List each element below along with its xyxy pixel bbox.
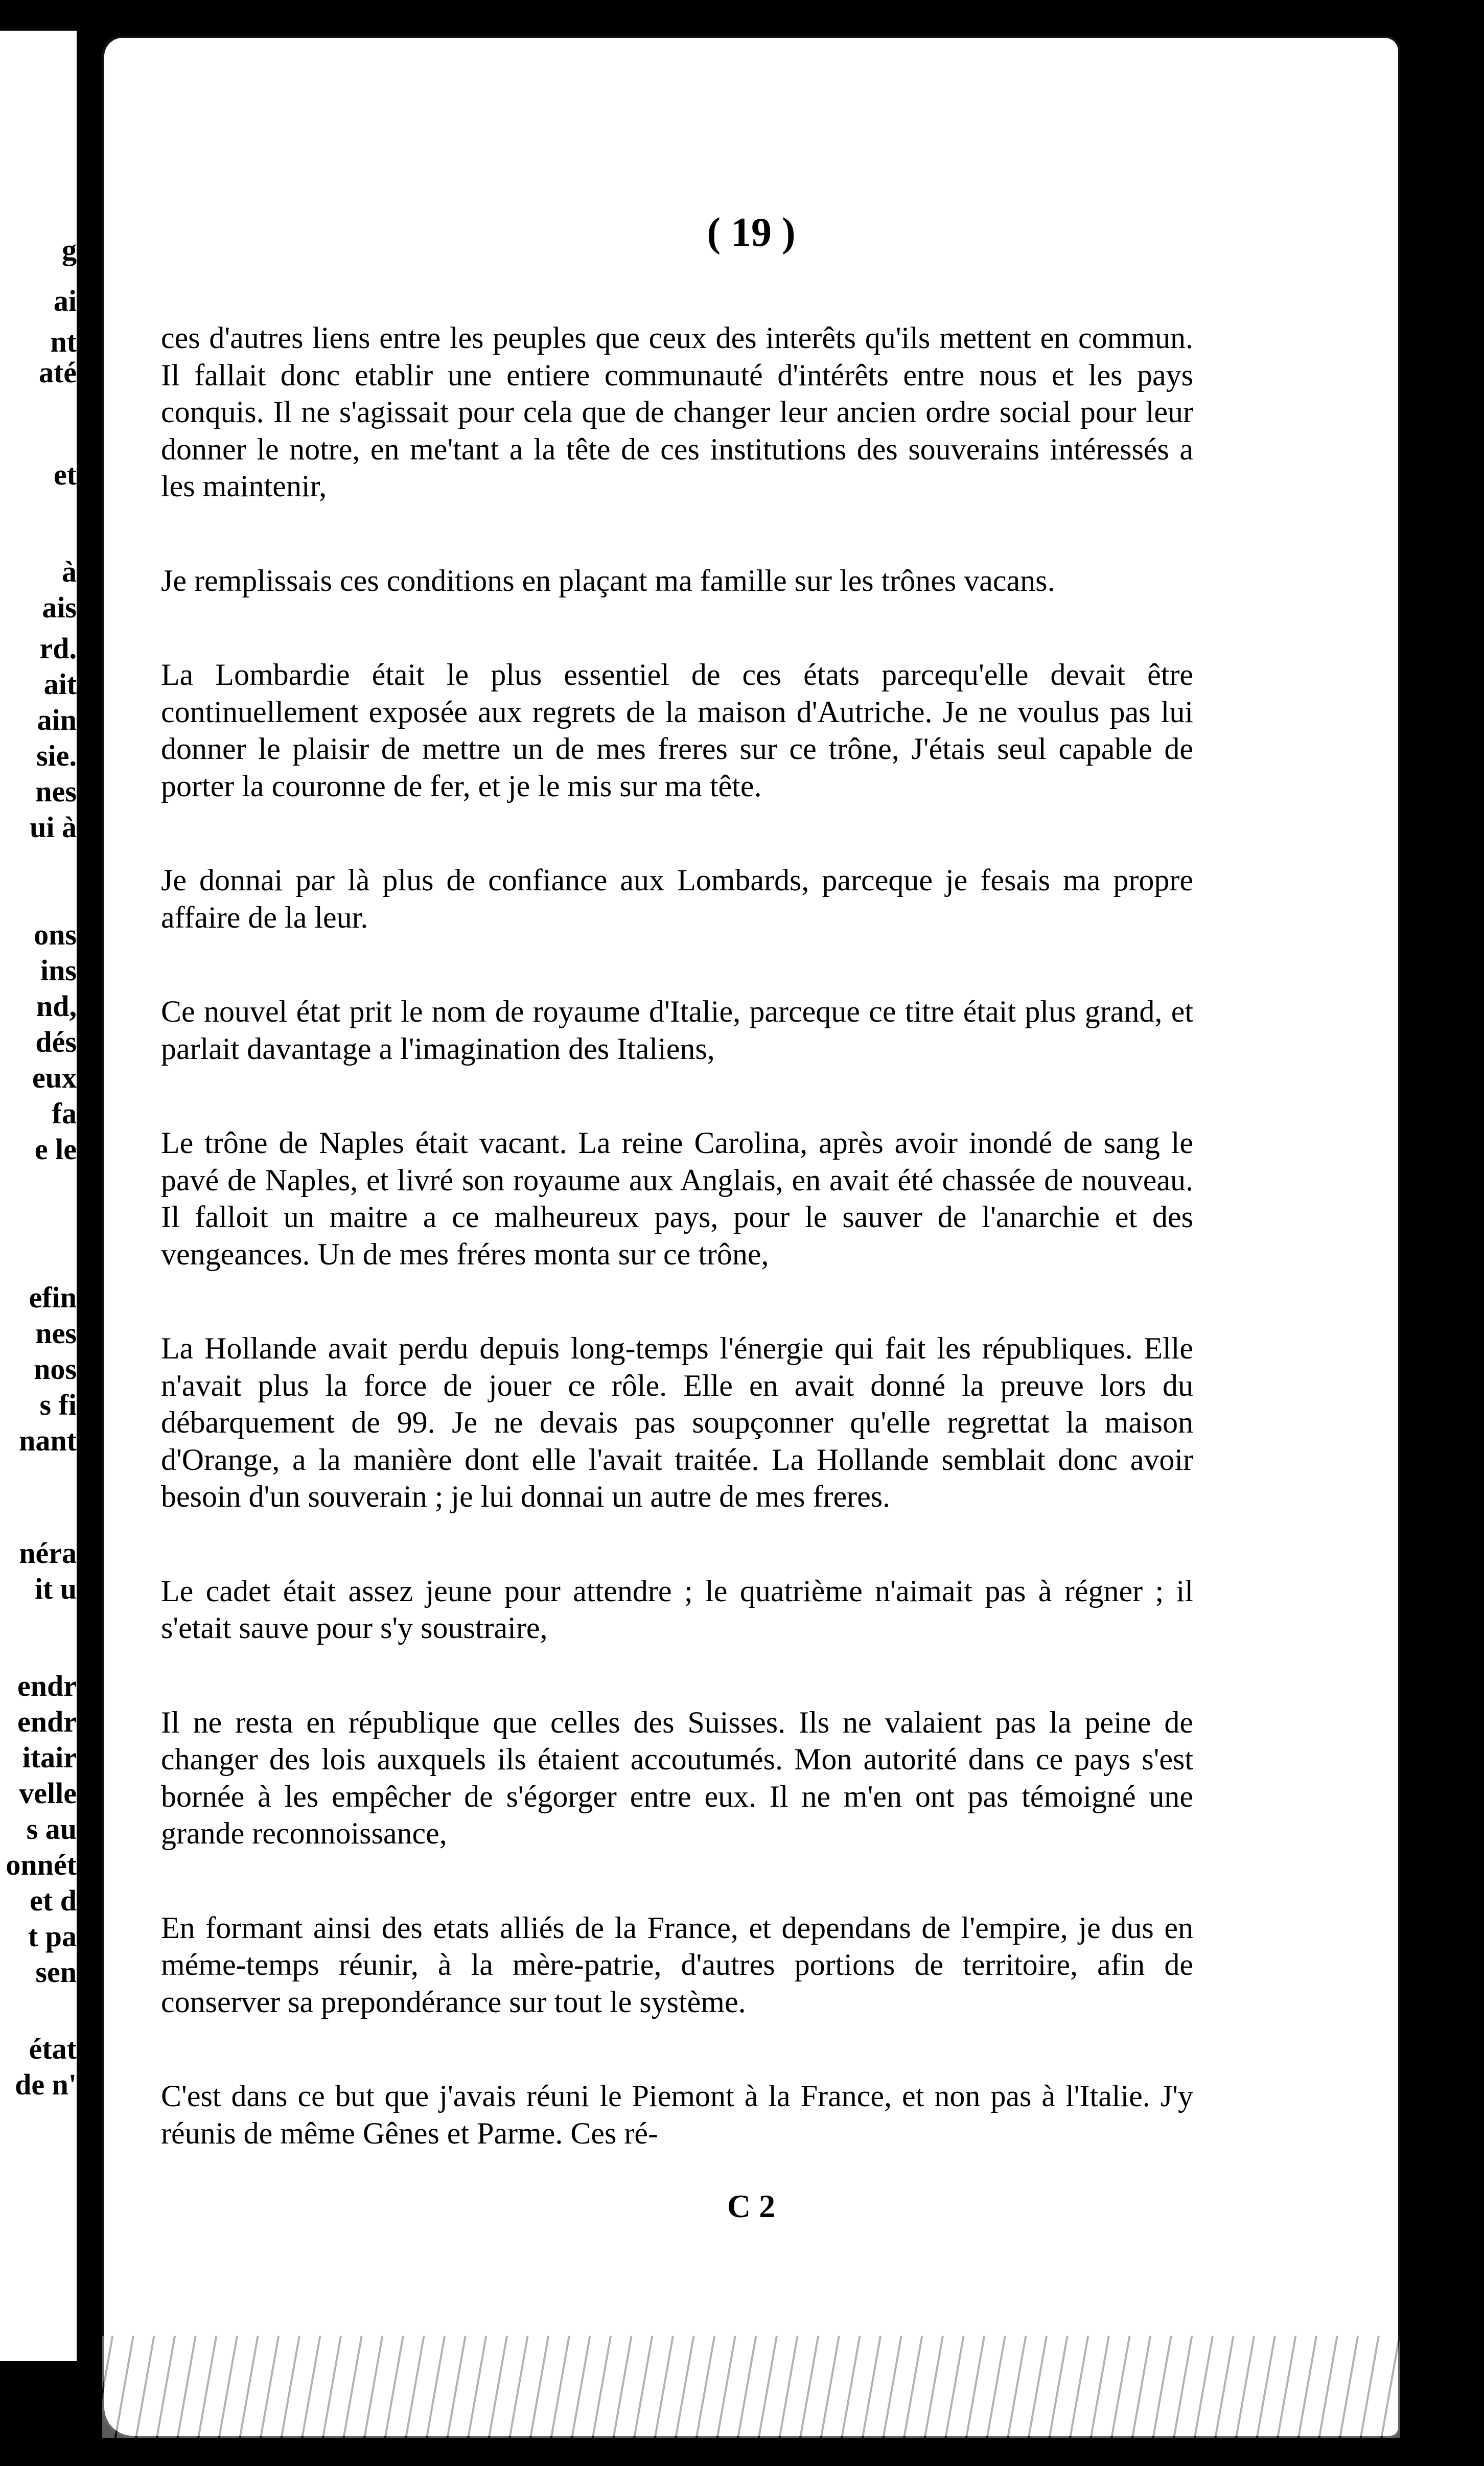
adjacent-page-fragment: e le xyxy=(34,1133,77,1166)
paragraph: Le trône de Naples était vacant. La reine Carolina, après avoir inondé de sang le pavé de Naples, et livré son royaume aux Anglais, en avait été chassée de nouveau. Il falloit un maitre a ce malheureux pays, pour le sauver de l'anarchie et des vengeances. Un de mes fréres monta sur ce trône, xyxy=(161,1126,1193,1271)
adjacent-page-fragment: até xyxy=(38,356,77,389)
adjacent-page-fragment: eux xyxy=(32,1061,77,1094)
adjacent-page-fragment: itair xyxy=(22,1741,77,1774)
adjacent-page-fragment: ons xyxy=(34,918,77,951)
paragraph: Il ne resta en république que celles des Suisses. Ils ne valaient pas la peine de changer des lois auxquels ils étaient accoutumés. Mon autorité dans ce pays s'est bornée à les empêcher de s'égorger entre eux. Il ne m'en ont pas témoigné une grande reconnoissance, xyxy=(161,1705,1193,1850)
adjacent-page-fragment: nt xyxy=(50,325,77,358)
book-page xyxy=(102,36,1400,2438)
adjacent-page-fragment: nd, xyxy=(36,989,77,1023)
adjacent-page-fragment: s fi xyxy=(39,1388,77,1421)
adjacent-page-fragment: état xyxy=(29,2032,77,2065)
paragraph: Ce nouvel état prit le nom de royaume d'Italie, parceque ce titre était plus grand, et parlait davantage a l'imagination des Italiens, xyxy=(161,995,1193,1066)
adjacent-page-fragment: ain xyxy=(37,703,77,736)
adjacent-page-fragment: ai xyxy=(53,284,77,317)
adjacent-page-fragment: et xyxy=(53,458,77,491)
adjacent-page-fragment: nant xyxy=(19,1424,77,1457)
adjacent-page-fragment: endr xyxy=(17,1669,77,1702)
adjacent-page-fragment: sen xyxy=(35,1955,77,1989)
scan-noise xyxy=(102,2336,1400,2438)
adjacent-page-fragment: efin xyxy=(29,1281,77,1314)
paragraph: ces d'autres liens entre les peuples que ceux des interêts qu'ils mettent en commun. Il fallait donc etablir une entiere communauté d'intérêts entre nous et les pays conquis. Il ne s'agissait pour cela que de changer leur ancien ordre social pour leur donner le notre, en me'tant a la tête de ces institutions des souverains intéressés a les maintenir, xyxy=(161,321,1193,503)
adjacent-page-fragment: de n' xyxy=(15,2068,77,2101)
paragraph: Je donnai par là plus de confiance aux Lombards, parceque je fesais ma propre affaire de la leur. xyxy=(161,863,1193,934)
adjacent-page-fragment: dés xyxy=(35,1025,77,1058)
paragraph: En formant ainsi des etats alliés de la France, et dependans de l'empire, je dus en méme-temps réunir, à la mère-patrie, d'autres portions de territoire, afin de conserver sa prepondérance sur tout le système. xyxy=(161,1910,1193,2019)
adjacent-page-fragment: nes xyxy=(35,1317,77,1350)
adjacent-page-fragment: g xyxy=(62,233,77,266)
adjacent-page-fragment: à xyxy=(62,555,77,588)
adjacent-page-fragment: ui à xyxy=(30,811,77,844)
body-text xyxy=(161,319,1193,2209)
adjacent-page-fragment: et d xyxy=(30,1884,77,1917)
adjacent-page-fragment: onnét xyxy=(6,1848,77,1881)
adjacent-page-fragment: s au xyxy=(26,1812,77,1846)
adjacent-page-fragment: fa xyxy=(52,1097,77,1130)
adjacent-page-fragment: nos xyxy=(34,1352,77,1386)
adjacent-page-fragment: ins xyxy=(40,954,77,987)
paragraph: Le cadet était assez jeune pour attendre ; le quatrième n'aimait pas à régner ; il s'etait sauve pour s'y soustraire, xyxy=(161,1574,1193,1645)
adjacent-page-fragment: ait xyxy=(43,667,77,701)
adjacent-page-fragment: velle xyxy=(19,1777,77,1810)
paragraph: Je remplissais ces conditions en plaçant ma famille sur les trônes vacans. xyxy=(161,563,1055,597)
adjacent-page-fragment: it u xyxy=(34,1572,77,1605)
adjacent-page-fragment: ais xyxy=(42,591,77,624)
adjacent-page-fragment: rd. xyxy=(39,632,77,665)
adjacent-page-strip xyxy=(0,31,77,2361)
adjacent-page-fragment: néra xyxy=(19,1536,77,1570)
adjacent-page-fragment: sie. xyxy=(36,739,77,772)
paragraph: La Lombardie était le plus essentiel de ces états parcequ'elle devait être continuellement exposée aux regrets de la maison d'Autriche. Je ne voulus pas lui donner le plaisir de mettre un de mes freres sur ce trône, J'étais seul capable de porter la couronne de fer, et je le mis sur ma tête. xyxy=(161,658,1193,803)
adjacent-page-fragment: nes xyxy=(35,775,77,808)
adjacent-page-fragment: t pa xyxy=(28,1920,77,1953)
signature-mark: C 2 xyxy=(727,2188,776,2224)
paragraph: La Hollande avait perdu depuis long-temps l'énergie qui fait les républiques. Elle n'avait plus la force de jouer ce rôle. Elle en avait donné la preuve lors du débarquement de 99. Je ne devais pas soupçonner qu'elle regrettat la maison d'Orange, a la manière dont elle l'avait traitée. La Hollande semblait donc avoir besoin d'un souverain ; je lui donnai un autre de mes freres. xyxy=(161,1331,1193,1513)
page-number: ( 19 ) xyxy=(707,210,796,255)
paragraph: C'est dans ce but que j'avais réuni le Piemont à la France, et non pas à l'Italie. J'y réunis de même Gênes et Parme. Ces ré- xyxy=(161,2079,1193,2150)
adjacent-page-fragment: endr xyxy=(17,1705,77,1738)
